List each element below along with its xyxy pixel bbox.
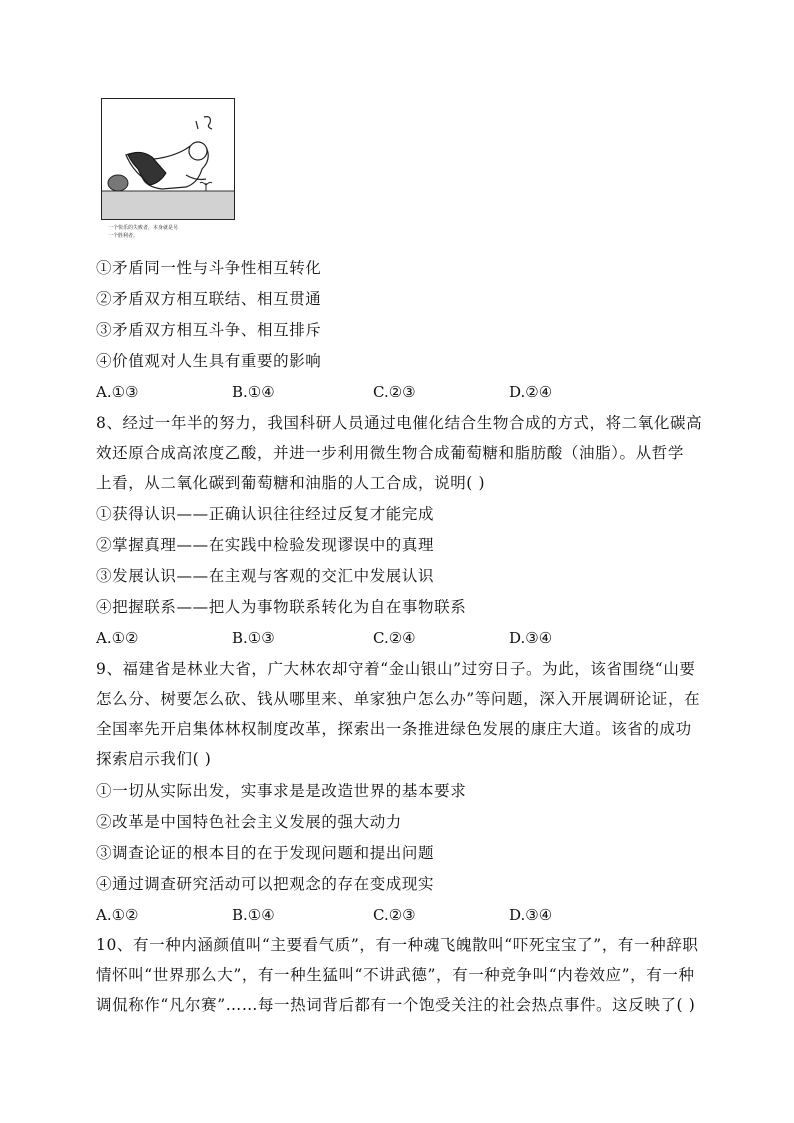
caption-line-1: 一个快乐的失败者，本身就是另 (108, 225, 179, 231)
q8-item-1: ①获得认识——正确认识往往经过反复才能完成 (96, 505, 435, 523)
q7-item-4: ④价值观对人生具有重要的影响 (96, 352, 322, 370)
q8-option-d[interactable]: D.③④ (509, 629, 553, 647)
q10-stem-line-2: 情怀叫“世界那么大”，有一种生猛叫“不讲武德”，有一种竞争叫“内卷效应”，有一种 (96, 966, 695, 984)
q7-item-2: ②矛盾双方相互联结、相互贯通 (96, 290, 322, 308)
q8-option-a[interactable]: A.①② (96, 629, 139, 647)
cartoon-image (101, 98, 235, 220)
cartoon-caption (108, 224, 236, 240)
q9-stem-line-1: 9、福建省是林业大省，广大林农却守着“金山银山”过穷日子。为此，该省围绕“山要 (96, 660, 696, 678)
q9-stem-line-4: 探索启示我们( ) (96, 750, 212, 768)
q7-option-a[interactable]: A.①③ (96, 383, 139, 401)
q7-options (96, 382, 656, 402)
cartoon-drawing (102, 99, 234, 219)
q8-item-2: ②掌握真理——在实践中检验发现谬误中的真理 (96, 536, 435, 554)
q9-option-a[interactable]: A.①② (96, 906, 139, 924)
q10-stem-line-1: 10、有一种内涵颜值叫“主要看气质”，有一种魂飞魄散叫“吓死宝宝了”，有一种辞职 (96, 936, 699, 954)
q9-option-d[interactable]: D.③④ (509, 906, 553, 924)
q8-stem-line-1: 8、经过一年半的努力，我国科研人员通过电催化结合生物合成的方式，将二氧化碳高 (96, 414, 703, 432)
q8-option-b[interactable]: B.①③ (232, 629, 275, 647)
q9-option-c[interactable]: C.②③ (373, 906, 416, 924)
caption-line-2: 一个胜利者。 (108, 233, 139, 239)
q7-option-b[interactable]: B.①④ (232, 383, 275, 401)
q9-option-b[interactable]: B.①④ (232, 906, 275, 924)
q9-item-2: ②改革是中国特色社会主义发展的强大动力 (96, 813, 402, 831)
q8-item-3: ③发展认识——在主观与客观的交汇中发展认识 (96, 567, 435, 585)
q8-item-4: ④把握联系——把人为事物联系转化为自在事物联系 (96, 598, 467, 616)
q8-stem-line-2: 效还原合成高浓度乙酸，并进一步利用微生物合成葡萄糖和脂肪酸（油脂）。从哲学 (96, 444, 684, 462)
q8-options (96, 628, 656, 648)
q7-option-d[interactable]: D.②④ (509, 383, 553, 401)
q9-item-1: ①一切从实际出发，实事求是是改造世界的基本要求 (96, 782, 467, 800)
q9-options (96, 905, 656, 925)
q7-item-1: ①矛盾同一性与斗争性相互转化 (96, 259, 322, 277)
q7-item-3: ③矛盾双方相互斗争、相互排斥 (96, 321, 322, 339)
q9-stem-line-2: 怎么分、树要怎么砍、钱从哪里来、单家独户怎么办”等问题，深入开展调研论证，在 (96, 690, 701, 708)
q10-stem-line-3: 调侃称作“凡尔赛”……每一热词背后都有一个饱受关注的社会热点事件。这反映了( ) (96, 996, 696, 1014)
q9-item-3: ③调查论证的根本目的在于发现问题和提出问题 (96, 844, 435, 862)
q8-option-c[interactable]: C.②④ (373, 629, 416, 647)
q9-stem-line-3: 全国率先开启集体林权制度改革，探索出一条推进绿色发展的康庄大道。该省的成功 (96, 720, 692, 738)
q7-option-c[interactable]: C.②③ (373, 383, 416, 401)
q8-stem-line-3: 上看，从二氧化碳到葡萄糖和油脂的人工合成，说明( ) (96, 474, 486, 492)
q9-item-4: ④通过调查研究活动可以把观念的存在变成现实 (96, 875, 435, 893)
